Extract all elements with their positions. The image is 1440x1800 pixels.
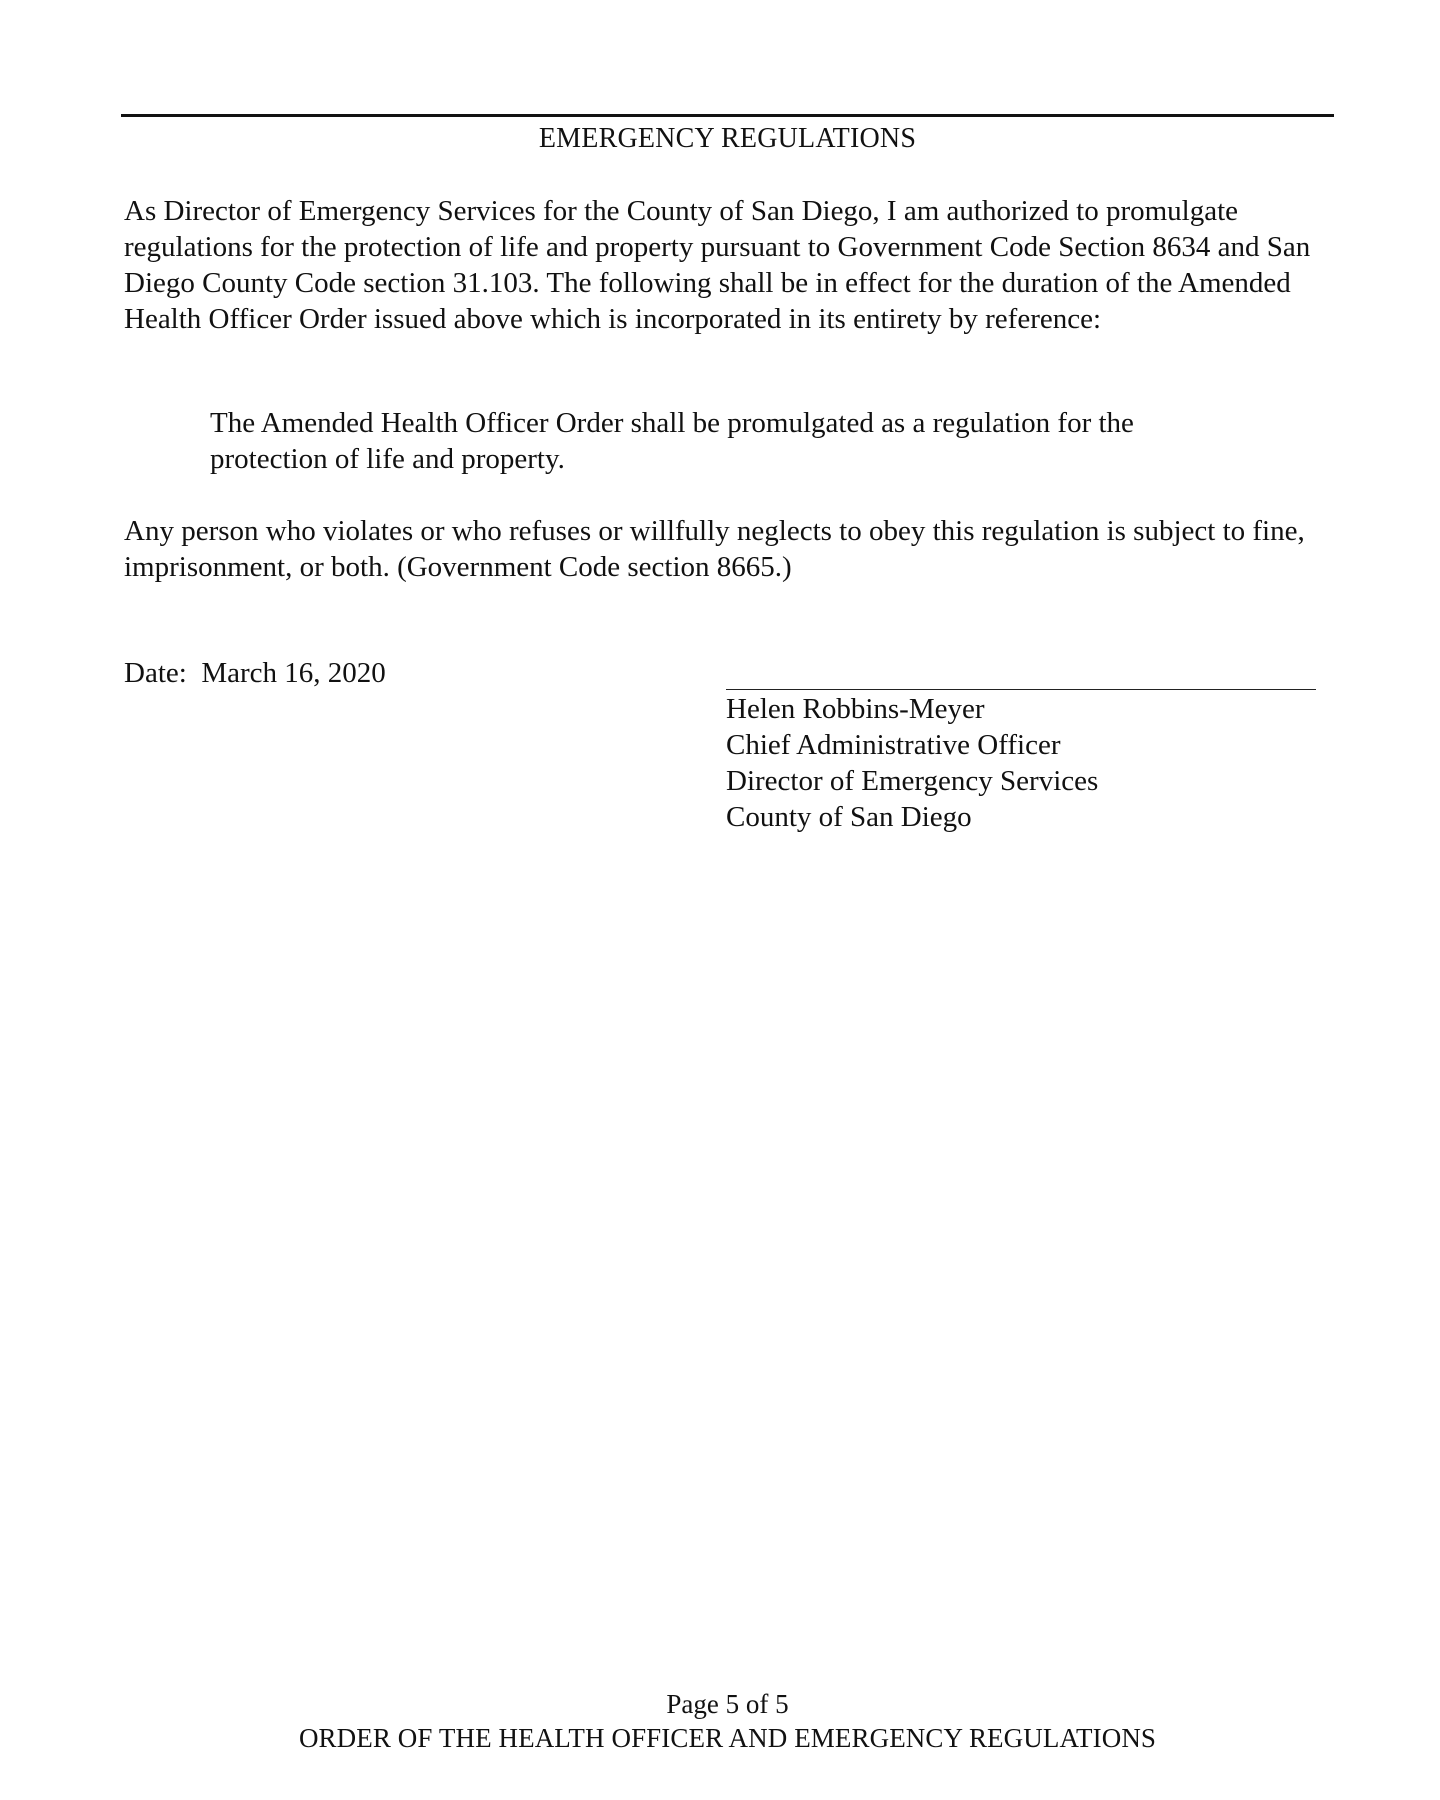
signatory-name: Helen Robbins-Meyer: [726, 693, 985, 725]
top-rule: [121, 114, 1334, 117]
authority-paragraph: As Director of Emergency Services for the County of San Diego, I am authorized to promulgate regulations for the protection of life and property pursuant to Government Code Section 8634 and San Diego County Code section 31.103. The following shall be in effect for the duration of the Amended Health Officer Order issued above which is incorporated in its entirety by reference:: [124, 195, 1311, 335]
date-label: Date:: [124, 657, 187, 689]
signature-block: [726, 691, 1098, 835]
signatory-organization: County of San Diego: [726, 801, 972, 833]
signature-line: [726, 689, 1316, 690]
signatory-title-2: Director of Emergency Services: [726, 765, 1099, 797]
penalty-paragraph: Any person who violates or who refuses or willfully neglects to obey this regulation is subject to fine, imprisonment, or both. (Government Code section 8665.): [124, 515, 1305, 583]
date-line: [124, 655, 386, 691]
regulation-paragraph: The Amended Health Officer Order shall be promulgated as a regulation for the protection of life and property.: [210, 407, 1134, 475]
section-heading: EMERGENCY REGULATIONS: [538, 123, 917, 154]
date-value: March 16, 2020: [201, 657, 386, 689]
signatory-title-1: Chief Administrative Officer: [726, 729, 1061, 761]
page-number: Page 5 of 5: [666, 1689, 789, 1719]
footer-title: ORDER OF THE HEALTH OFFICER AND EMERGENCY REGULATIONS: [298, 1723, 1157, 1753]
